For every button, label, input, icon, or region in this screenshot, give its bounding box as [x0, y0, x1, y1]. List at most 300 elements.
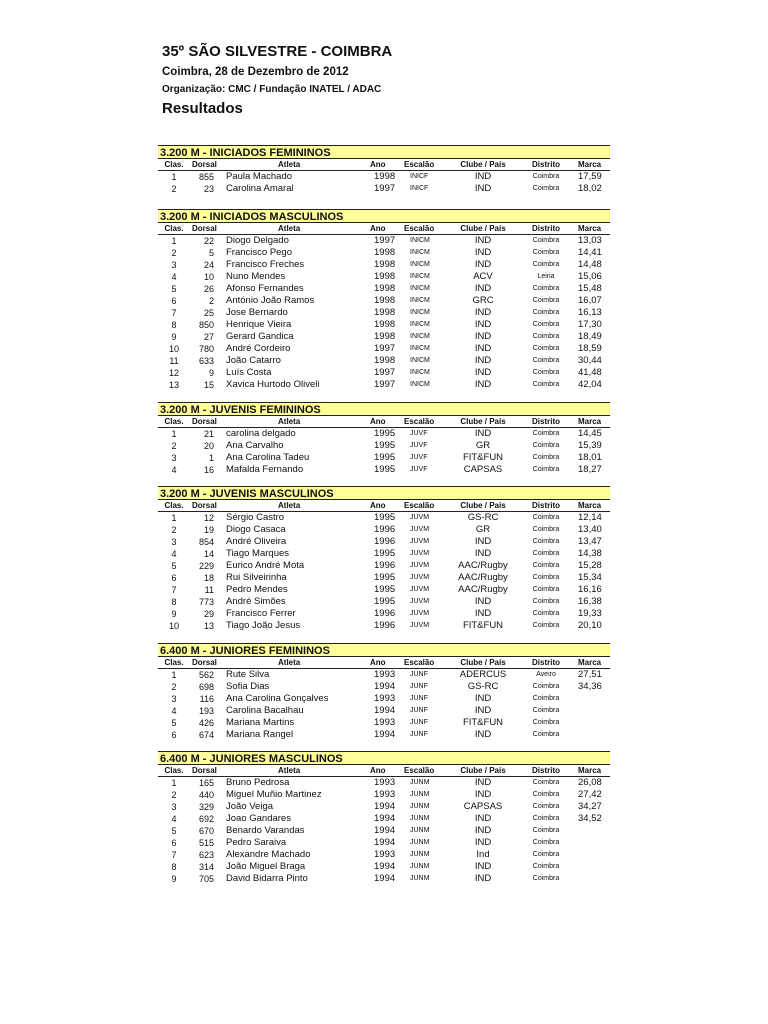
- cell-escalao: INICM: [410, 357, 430, 364]
- cell-marca: 15,06: [578, 271, 602, 282]
- cell-escalao: JUVM: [410, 562, 430, 569]
- cell-atleta: Ana Carolina Tadeu: [226, 452, 310, 463]
- cell-atleta: Diogo Delgado: [226, 235, 289, 246]
- cell-escalao: INICM: [410, 369, 430, 376]
- cell-clube: GS-RC: [467, 681, 499, 692]
- cell-distrito: Coimbra: [532, 719, 560, 726]
- page-title: 35º SÃO SILVESTRE - COIMBRA: [162, 43, 393, 60]
- cell-clube: ACV: [473, 271, 493, 282]
- cell-atleta: António João Ramos: [226, 295, 315, 306]
- cell-ano: 1998: [374, 283, 396, 294]
- cell-distrito: Coimbra: [532, 851, 560, 858]
- column-header-dorsal: Dorsal: [192, 160, 217, 169]
- cell-atleta: Miguel Muñio Martinez: [226, 789, 322, 800]
- cell-distrito: Coimbra: [532, 381, 560, 388]
- table-row: [158, 608, 610, 620]
- table-row: [158, 259, 610, 271]
- cell-clas: 7: [171, 850, 177, 860]
- cell-dorsal: 14: [203, 549, 214, 559]
- cell-clas: 1: [171, 429, 177, 439]
- cell-clas: 6: [171, 730, 177, 740]
- cell-distrito: Coimbra: [532, 598, 560, 605]
- cell-dorsal: 633: [198, 356, 214, 366]
- table-row: [158, 837, 610, 849]
- cell-ano: 1998: [374, 171, 396, 182]
- cell-marca: 30,44: [578, 355, 602, 366]
- cell-clube: IND: [474, 777, 492, 788]
- cell-escalao: INICM: [410, 333, 430, 340]
- cell-escalao: JUVM: [410, 610, 430, 617]
- cell-escalao: JUNM: [410, 875, 430, 882]
- column-header-clube: Clube / País: [460, 417, 506, 426]
- cell-clube: GR: [475, 440, 491, 451]
- column-header-escalao: Escalão: [404, 160, 435, 169]
- cell-atleta: Afonso Fernandes: [226, 283, 304, 294]
- cell-ano: 1993: [374, 693, 396, 704]
- cell-marca: 18,02: [578, 183, 602, 194]
- cell-distrito: Coimbra: [532, 875, 560, 882]
- cell-atleta: André Cordeiro: [226, 343, 291, 354]
- column-header-marca: Marca: [578, 658, 602, 667]
- cell-clas: 2: [171, 184, 177, 194]
- cell-atleta: Francisco Freches: [226, 259, 305, 270]
- section-title: 3.200 M - JUVENIS FEMININOS: [158, 402, 610, 416]
- cell-clube: AAC/Rugby: [458, 560, 508, 571]
- cell-dorsal: 12: [203, 513, 214, 523]
- cell-ano: 1994: [374, 801, 396, 812]
- cell-clas: 10: [168, 344, 179, 354]
- cell-marca: 19,33: [578, 608, 602, 619]
- cell-dorsal: 314: [198, 862, 214, 872]
- column-header-dorsal: Dorsal: [192, 658, 217, 667]
- table-row: [158, 428, 610, 440]
- table-row: [158, 536, 610, 548]
- column-header-clas: Clas.: [164, 501, 184, 510]
- column-header-dorsal: Dorsal: [192, 501, 217, 510]
- column-header-ano: Ano: [370, 766, 386, 775]
- table-row: [158, 464, 610, 476]
- cell-ano: 1998: [374, 259, 396, 270]
- cell-dorsal: 2: [208, 296, 214, 306]
- column-header-escalao: Escalão: [404, 501, 435, 510]
- table-row: [158, 584, 610, 596]
- table-row: [158, 572, 610, 584]
- table-row: [158, 729, 610, 741]
- cell-dorsal: 15: [203, 380, 214, 390]
- cell-clas: 4: [171, 814, 177, 824]
- cell-dorsal: 229: [198, 561, 214, 571]
- cell-atleta: João Catarro: [226, 355, 281, 366]
- table-row: [158, 596, 610, 608]
- cell-clube: IND: [474, 693, 492, 704]
- column-header-row: [158, 657, 610, 669]
- cell-marca: 26,08: [578, 777, 602, 788]
- cell-clas: 4: [171, 465, 177, 475]
- cell-dorsal: 562: [198, 670, 214, 680]
- cell-marca: 27,42: [578, 789, 602, 800]
- column-header-atleta: Atleta: [278, 224, 301, 233]
- table-row: [158, 331, 610, 343]
- table-row: [158, 307, 610, 319]
- cell-escalao: JUVM: [410, 598, 430, 605]
- cell-distrito: Coimbra: [532, 442, 560, 449]
- cell-ano: 1997: [374, 367, 396, 378]
- cell-clas: 7: [171, 308, 177, 318]
- column-header-ano: Ano: [370, 417, 386, 426]
- cell-clube: IND: [474, 705, 492, 716]
- cell-escalao: JUVM: [410, 622, 430, 629]
- column-header-distrito: Distrito: [532, 417, 560, 426]
- cell-escalao: INICM: [410, 297, 430, 304]
- table-row: [158, 873, 610, 885]
- cell-clube: IND: [474, 861, 492, 872]
- cell-clas: 2: [171, 790, 177, 800]
- cell-distrito: Coimbra: [532, 610, 560, 617]
- cell-atleta: Carolina Bacalhau: [226, 705, 304, 716]
- column-header-clas: Clas.: [164, 658, 184, 667]
- column-header-marca: Marca: [578, 766, 602, 775]
- cell-ano: 1998: [374, 295, 396, 306]
- cell-marca: 13,47: [578, 536, 602, 547]
- cell-escalao: INICM: [410, 345, 430, 352]
- cell-clube: IND: [474, 837, 492, 848]
- cell-atleta: Pedro Mendes: [226, 584, 288, 595]
- cell-ano: 1998: [374, 319, 396, 330]
- column-header-ano: Ano: [370, 501, 386, 510]
- cell-dorsal: 10: [203, 272, 214, 282]
- cell-dorsal: 780: [198, 344, 214, 354]
- table-row: [158, 669, 610, 681]
- cell-ano: 1995: [374, 452, 396, 463]
- cell-ano: 1994: [374, 729, 396, 740]
- column-header-escalao: Escalão: [404, 224, 435, 233]
- cell-ano: 1997: [374, 183, 396, 194]
- cell-clas: 11: [169, 356, 179, 366]
- cell-distrito: Coimbra: [532, 369, 560, 376]
- table-row: [158, 452, 610, 464]
- cell-clas: 8: [171, 862, 177, 872]
- cell-ano: 1995: [374, 584, 396, 595]
- cell-marca: 14,45: [578, 428, 602, 439]
- cell-distrito: Coimbra: [532, 683, 560, 690]
- column-header-dorsal: Dorsal: [192, 766, 217, 775]
- cell-distrito: Coimbra: [532, 538, 560, 545]
- column-header-atleta: Atleta: [278, 160, 301, 169]
- cell-marca: 17,30: [578, 319, 602, 330]
- table-row: [158, 849, 610, 861]
- cell-atleta: Francisco Pego: [226, 247, 293, 258]
- cell-marca: 18,49: [578, 331, 602, 342]
- results-section: [158, 402, 610, 476]
- cell-clas: 8: [171, 320, 177, 330]
- cell-escalao: JUNM: [410, 815, 430, 822]
- column-header-clube: Clube / País: [460, 160, 506, 169]
- column-header-row: [158, 500, 610, 512]
- cell-ano: 1997: [374, 379, 396, 390]
- cell-distrito: Coimbra: [532, 695, 560, 702]
- cell-clas: 9: [171, 874, 177, 884]
- cell-atleta: Sofia Dias: [226, 681, 270, 692]
- table-row: [158, 813, 610, 825]
- column-header-row: [158, 159, 610, 171]
- table-row: [158, 271, 610, 283]
- cell-marca: 42,04: [578, 379, 602, 390]
- cell-clas: 3: [171, 802, 177, 812]
- cell-escalao: JUNM: [410, 791, 430, 798]
- cell-ano: 1997: [374, 235, 396, 246]
- cell-marca: 15,48: [578, 283, 602, 294]
- cell-clas: 7: [171, 585, 177, 595]
- cell-clube: Ind: [476, 849, 490, 860]
- cell-escalao: JUNF: [410, 695, 428, 702]
- cell-clas: 5: [171, 826, 177, 836]
- column-header-clas: Clas.: [164, 224, 184, 233]
- cell-marca: 14,48: [578, 259, 602, 270]
- cell-ano: 1994: [374, 705, 396, 716]
- cell-ano: 1994: [374, 837, 396, 848]
- cell-dorsal: 25: [203, 308, 214, 318]
- cell-dorsal: 1: [208, 453, 214, 463]
- cell-distrito: Coimbra: [532, 791, 560, 798]
- cell-clube: IND: [474, 548, 492, 559]
- cell-marca: 15,28: [578, 560, 602, 571]
- table-row: [158, 524, 610, 536]
- cell-marca: 15,39: [578, 440, 602, 451]
- table-row: [158, 283, 610, 295]
- cell-marca: 20,10: [578, 620, 602, 631]
- cell-distrito: Coimbra: [532, 562, 560, 569]
- cell-dorsal: 674: [198, 730, 214, 740]
- cell-marca: 16,16: [578, 584, 602, 595]
- cell-dorsal: 18: [203, 573, 214, 583]
- cell-clas: 5: [171, 284, 177, 294]
- cell-ano: 1996: [374, 608, 396, 619]
- cell-escalao: JUVF: [410, 430, 428, 437]
- cell-atleta: Tiago João Jesus: [226, 620, 301, 631]
- cell-dorsal: 5: [208, 248, 214, 258]
- cell-escalao: INICM: [410, 285, 430, 292]
- cell-ano: 1994: [374, 873, 396, 884]
- cell-atleta: André Oliveira: [226, 536, 287, 547]
- cell-dorsal: 23: [203, 184, 214, 194]
- cell-clas: 1: [171, 778, 177, 788]
- cell-atleta: Ana Carolina Gonçalves: [226, 693, 329, 704]
- cell-escalao: JUNM: [410, 863, 430, 870]
- cell-clas: 9: [171, 609, 177, 619]
- cell-clas: 8: [171, 597, 177, 607]
- cell-clas: 3: [171, 537, 177, 547]
- table-row: [158, 171, 610, 183]
- table-row: [158, 367, 610, 379]
- cell-clube: IND: [474, 596, 492, 607]
- results-heading: Resultados: [162, 100, 243, 117]
- cell-clube: FIT&FUN: [462, 620, 504, 631]
- cell-escalao: JUNF: [410, 683, 428, 690]
- cell-clas: 13: [168, 380, 179, 390]
- table-row: [158, 512, 610, 524]
- cell-marca: 14,41: [578, 247, 602, 258]
- cell-clube: IND: [474, 259, 492, 270]
- cell-ano: 1996: [374, 536, 396, 547]
- cell-distrito: Coimbra: [532, 285, 560, 292]
- column-header-escalao: Escalão: [404, 658, 435, 667]
- cell-dorsal: 692: [198, 814, 214, 824]
- cell-marca: 16,13: [578, 307, 602, 318]
- column-header-ano: Ano: [370, 160, 386, 169]
- table-row: [158, 620, 610, 632]
- cell-dorsal: 9: [208, 368, 214, 378]
- cell-ano: 1994: [374, 813, 396, 824]
- cell-marca: 16,38: [578, 596, 602, 607]
- cell-clas: 3: [171, 694, 177, 704]
- cell-clube: IND: [474, 729, 492, 740]
- cell-distrito: Coimbra: [532, 707, 560, 714]
- cell-dorsal: 24: [203, 260, 214, 270]
- cell-atleta: carolina delgado: [226, 428, 296, 439]
- cell-clas: 1: [171, 236, 177, 246]
- cell-clube: AAC/Rugby: [458, 572, 508, 583]
- column-header-atleta: Atleta: [278, 501, 301, 510]
- column-header-distrito: Distrito: [532, 766, 560, 775]
- cell-clas: 10: [168, 621, 179, 631]
- column-header-distrito: Distrito: [532, 224, 560, 233]
- cell-atleta: Nuno Mendes: [226, 271, 286, 282]
- cell-dorsal: 20: [203, 441, 214, 451]
- cell-distrito: Coimbra: [532, 526, 560, 533]
- cell-dorsal: 440: [198, 790, 214, 800]
- cell-ano: 1995: [374, 512, 396, 523]
- cell-distrito: Coimbra: [532, 297, 560, 304]
- cell-escalao: JUNF: [410, 707, 428, 714]
- cell-escalao: INICF: [410, 173, 429, 180]
- cell-dorsal: 329: [198, 802, 214, 812]
- cell-dorsal: 116: [199, 694, 214, 704]
- cell-escalao: JUVM: [410, 514, 430, 521]
- cell-distrito: Coimbra: [532, 185, 560, 192]
- column-header-clas: Clas.: [164, 417, 184, 426]
- table-row: [158, 825, 610, 837]
- cell-ano: 1993: [374, 849, 396, 860]
- cell-distrito: Coimbra: [532, 586, 560, 593]
- cell-atleta: Xavica Hurtodo Oliveli: [226, 379, 320, 390]
- table-row: [158, 548, 610, 560]
- cell-ano: 1995: [374, 428, 396, 439]
- cell-atleta: Pedro Saraiva: [226, 837, 287, 848]
- cell-distrito: Coimbra: [532, 249, 560, 256]
- cell-atleta: Eurico André Mota: [226, 560, 305, 571]
- cell-escalao: INICM: [410, 321, 430, 328]
- cell-ano: 1995: [374, 464, 396, 475]
- cell-clas: 4: [171, 272, 177, 282]
- cell-clas: 6: [171, 838, 177, 848]
- cell-distrito: Coimbra: [532, 863, 560, 870]
- cell-clube: IND: [474, 873, 492, 884]
- cell-clas: 2: [171, 525, 177, 535]
- cell-clas: 3: [171, 453, 177, 463]
- cell-atleta: Benardo Varandas: [226, 825, 305, 836]
- cell-ano: 1995: [374, 596, 396, 607]
- cell-clube: IND: [474, 171, 492, 182]
- table-row: [158, 861, 610, 873]
- cell-dorsal: 850: [198, 320, 214, 330]
- cell-clube: IND: [474, 355, 492, 366]
- cell-marca: 34,36: [578, 681, 602, 692]
- cell-clas: 3: [171, 260, 177, 270]
- cell-clube: IND: [474, 235, 492, 246]
- cell-dorsal: 11: [204, 585, 214, 595]
- cell-clube: IND: [474, 379, 492, 390]
- cell-ano: 1998: [374, 331, 396, 342]
- cell-dorsal: 670: [198, 826, 214, 836]
- cell-clube: GS-RC: [467, 512, 499, 523]
- cell-escalao: JUNM: [410, 827, 430, 834]
- cell-dorsal: 854: [198, 537, 214, 547]
- cell-atleta: Ana Carvalho: [226, 440, 284, 451]
- column-header-marca: Marca: [578, 501, 602, 510]
- cell-clas: 4: [171, 706, 177, 716]
- results-section: [158, 643, 610, 741]
- column-header-row: [158, 765, 610, 777]
- cell-clas: 6: [171, 573, 177, 583]
- cell-escalao: JUVF: [410, 442, 428, 449]
- cell-dorsal: 698: [198, 682, 214, 692]
- cell-dorsal: 426: [198, 718, 214, 728]
- cell-clube: ADERCUS: [459, 669, 507, 680]
- column-header-distrito: Distrito: [532, 658, 560, 667]
- column-header-ano: Ano: [370, 658, 386, 667]
- results-section: [158, 486, 610, 632]
- cell-escalao: INICM: [410, 273, 430, 280]
- cell-dorsal: 623: [198, 850, 214, 860]
- section-title: 3.200 M - JUVENIS MASCULINOS: [158, 486, 610, 500]
- cell-ano: 1996: [374, 620, 396, 631]
- cell-marca: 34,27: [578, 801, 602, 812]
- cell-ano: 1994: [374, 681, 396, 692]
- cell-distrito: Coimbra: [532, 803, 560, 810]
- event-date: Coimbra, 28 de Dezembro de 2012: [162, 66, 349, 78]
- cell-atleta: Bruno Pedrosa: [226, 777, 290, 788]
- cell-clube: FIT&FUN: [462, 452, 504, 463]
- cell-marca: 18,27: [578, 464, 602, 475]
- cell-atleta: Rui Silveirinha: [226, 572, 287, 583]
- cell-escalao: JUVM: [410, 526, 430, 533]
- cell-escalao: INICM: [410, 261, 430, 268]
- cell-escalao: JUNM: [410, 839, 430, 846]
- table-row: [158, 235, 610, 247]
- cell-dorsal: 773: [198, 597, 214, 607]
- cell-clube: IND: [474, 331, 492, 342]
- cell-distrito: Coimbra: [532, 237, 560, 244]
- cell-escalao: JUNM: [410, 779, 430, 786]
- cell-escalao: JUNF: [410, 731, 428, 738]
- table-row: [158, 777, 610, 789]
- cell-atleta: Mariana Rangel: [226, 729, 294, 740]
- cell-atleta: João Veiga: [226, 801, 274, 812]
- column-header-clas: Clas.: [164, 160, 184, 169]
- cell-escalao: INICF: [410, 185, 429, 192]
- cell-atleta: Gerard Gandica: [226, 331, 294, 342]
- cell-clas: 5: [171, 561, 177, 571]
- cell-distrito: Coimbra: [532, 827, 560, 834]
- cell-dorsal: 705: [198, 874, 214, 884]
- cell-clas: 2: [171, 248, 177, 258]
- section-title: 6.400 M - JUNIORES MASCULINOS: [158, 751, 610, 765]
- cell-atleta: Rute Silva: [226, 669, 270, 680]
- results-section: [158, 751, 610, 885]
- cell-marca: 16,07: [578, 295, 602, 306]
- column-header-clube: Clube / País: [460, 658, 506, 667]
- cell-distrito: Coimbra: [532, 622, 560, 629]
